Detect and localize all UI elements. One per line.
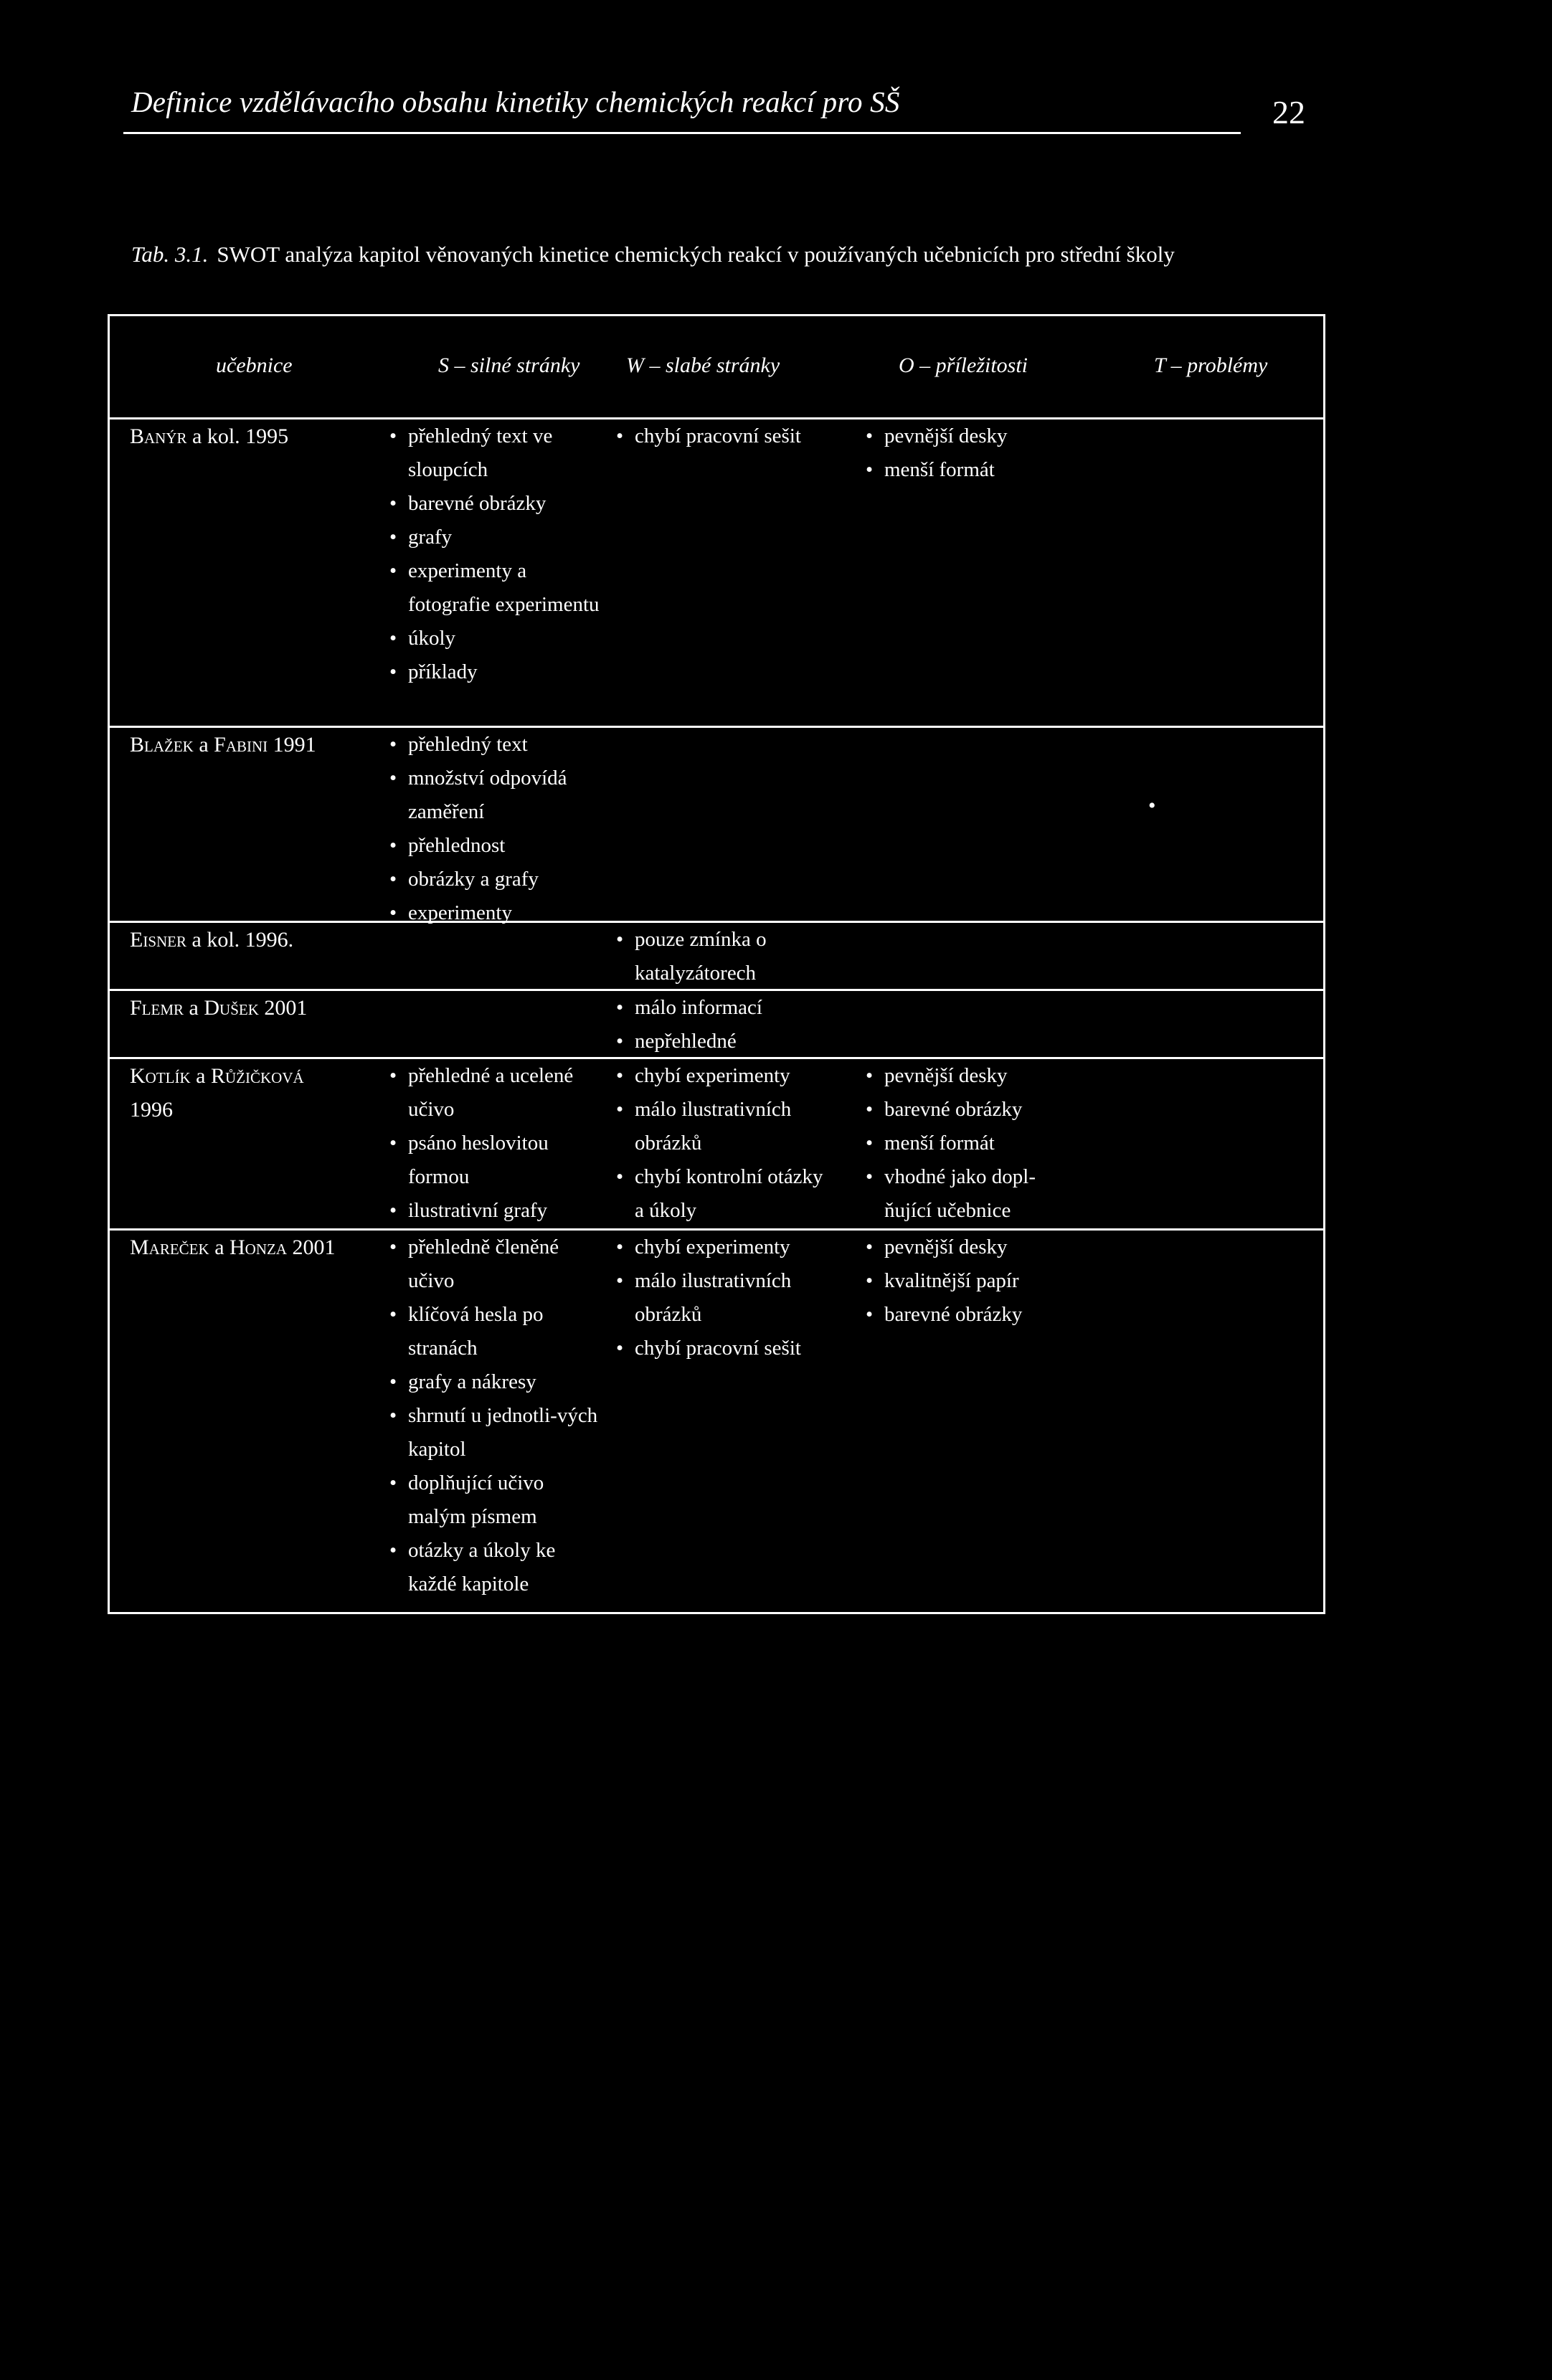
textbook-cell — [130, 419, 374, 453]
weaknesses-cell — [615, 991, 830, 1058]
textbook-suffix: a — [196, 1064, 206, 1088]
textbook-coauthor: Fabini — [214, 733, 268, 757]
list-item: • přehledný text ve sloupcích — [388, 419, 603, 487]
list-item: • barevné obrázky — [864, 1298, 1072, 1332]
textbook-author: Eisner — [130, 928, 186, 952]
opportunities-cell — [864, 419, 1072, 487]
list-item: • pevnější desky — [864, 1231, 1072, 1264]
column-header-book: učebnice — [216, 354, 293, 377]
list-item: • množství odpovídá zaměření — [388, 762, 603, 829]
list-item: • málo informací — [615, 991, 830, 1025]
opportunities-cell — [864, 1059, 1072, 1228]
list-item: • chybí pracovní sešit — [615, 1332, 830, 1365]
textbook-year: 2001 — [264, 996, 308, 1020]
textbook-author: Flemr — [130, 996, 184, 1020]
list-item: • příklady — [388, 655, 603, 689]
problems-bullet-mark: • — [1148, 794, 1156, 817]
textbook-year: 1996 — [130, 1098, 173, 1122]
list-item: • chybí pracovní sešit — [615, 419, 830, 453]
table-row — [110, 728, 1323, 923]
list-item: • shrnutí u jednotli-vých kapitol — [388, 1399, 603, 1466]
list-item: • otázky a úkoly ke každé kapitole — [388, 1534, 603, 1601]
textbook-suffix: a — [199, 733, 209, 757]
list-item: • experimenty a fotografie experimentu — [388, 554, 603, 622]
list-item: • chybí kontrolní otázky a úkoly — [615, 1160, 830, 1228]
list-item: • nepřehledné — [615, 1025, 830, 1058]
list-item: • obrázky a grafy — [388, 863, 603, 896]
list-item: • kvalitnější papír — [864, 1264, 1072, 1298]
list-item: • přehledný text — [388, 728, 603, 762]
list-item: • experimenty — [388, 896, 603, 930]
textbook-author: Banýr — [130, 425, 187, 448]
table-row — [110, 419, 1323, 728]
table-row — [110, 923, 1323, 991]
weaknesses-cell — [615, 1231, 830, 1365]
strengths-cell — [388, 728, 603, 930]
list-item: • ilustrativní grafy — [388, 1194, 603, 1228]
textbook-year: 2001 — [292, 1236, 336, 1259]
list-item: • grafy — [388, 521, 603, 554]
textbook-cell — [130, 1231, 374, 1264]
textbook-author: Kotlík — [130, 1064, 191, 1088]
textbook-suffix: a kol. 1996. — [191, 928, 294, 952]
list-item: • doplňující učivo malým písmem — [388, 1466, 603, 1534]
column-header-strengths: S – silné stránky — [438, 354, 580, 377]
textbook-coauthor: Růžičková — [210, 1064, 304, 1088]
list-item: • pevnější desky — [864, 1059, 1072, 1093]
table-caption-label: Tab. 3.1. — [131, 242, 209, 267]
weaknesses-cell — [615, 1059, 830, 1228]
header-divider — [123, 132, 1241, 134]
list-item: • barevné obrázky — [388, 487, 603, 521]
list-item: • přehledné a ucelené učivo — [388, 1059, 603, 1127]
table-row — [110, 991, 1323, 1059]
list-item: • přehledně členěné učivo — [388, 1231, 603, 1298]
weaknesses-cell — [615, 923, 830, 990]
column-header-problems: T – problémy — [1154, 354, 1268, 377]
textbook-coauthor: Honza — [230, 1236, 288, 1259]
strengths-cell — [388, 419, 603, 689]
textbook-suffix: a — [214, 1236, 224, 1259]
page-number: 22 — [1272, 94, 1305, 131]
textbook-author: Mareček — [130, 1236, 209, 1259]
column-header-opportunities: O – příležitosti — [899, 354, 1028, 377]
list-item: • málo ilustrativních obrázků — [615, 1264, 830, 1332]
list-item: • barevné obrázky — [864, 1093, 1072, 1127]
table-caption-text: SWOT analýza kapitol věnovaných kinetice chemických reakcí v používaných učebnicích pro střední školy — [217, 242, 1175, 267]
list-item: • chybí experimenty — [615, 1059, 830, 1093]
table-row — [110, 1231, 1323, 1612]
swot-table — [108, 314, 1325, 1614]
list-item: • pevnější desky — [864, 419, 1072, 453]
list-item: • menší formát — [864, 1127, 1072, 1160]
textbook-suffix: a — [189, 996, 199, 1020]
list-item: • klíčová hesla po stranách — [388, 1298, 603, 1365]
textbook-author: Blažek — [130, 733, 194, 757]
list-item: • grafy a nákresy — [388, 1365, 603, 1399]
list-item: • psáno heslovitou formou — [388, 1127, 603, 1194]
strengths-cell — [388, 1231, 603, 1601]
table-row — [110, 1059, 1323, 1231]
list-item: • přehlednost — [388, 829, 603, 863]
list-item: • úkoly — [388, 622, 603, 655]
column-header-weaknesses: W – slabé stránky — [626, 354, 780, 377]
weaknesses-cell — [615, 419, 830, 453]
list-item: • vhodné jako dopl-ňující učebnice — [864, 1160, 1072, 1228]
textbook-suffix: a kol. 1995 — [192, 425, 289, 448]
textbook-year: 1991 — [273, 733, 316, 757]
list-item: • chybí experimenty — [615, 1231, 830, 1264]
opportunities-cell — [864, 1231, 1072, 1332]
list-item: • málo ilustrativních obrázků — [615, 1093, 830, 1160]
table-caption — [131, 242, 1175, 267]
textbook-coauthor: Dušek — [204, 996, 259, 1020]
table-header-row — [110, 316, 1323, 419]
textbook-cell — [130, 728, 374, 762]
list-item: • menší formát — [864, 453, 1072, 487]
textbook-cell — [130, 923, 374, 957]
textbook-cell — [130, 1059, 345, 1127]
textbook-cell — [130, 991, 374, 1025]
list-item: • pouze zmínka o katalyzátorech — [615, 923, 830, 990]
strengths-cell — [388, 1059, 603, 1228]
running-header-title: Definice vzdělávacího obsahu kinetiky chemických reakcí pro SŠ — [131, 85, 900, 118]
